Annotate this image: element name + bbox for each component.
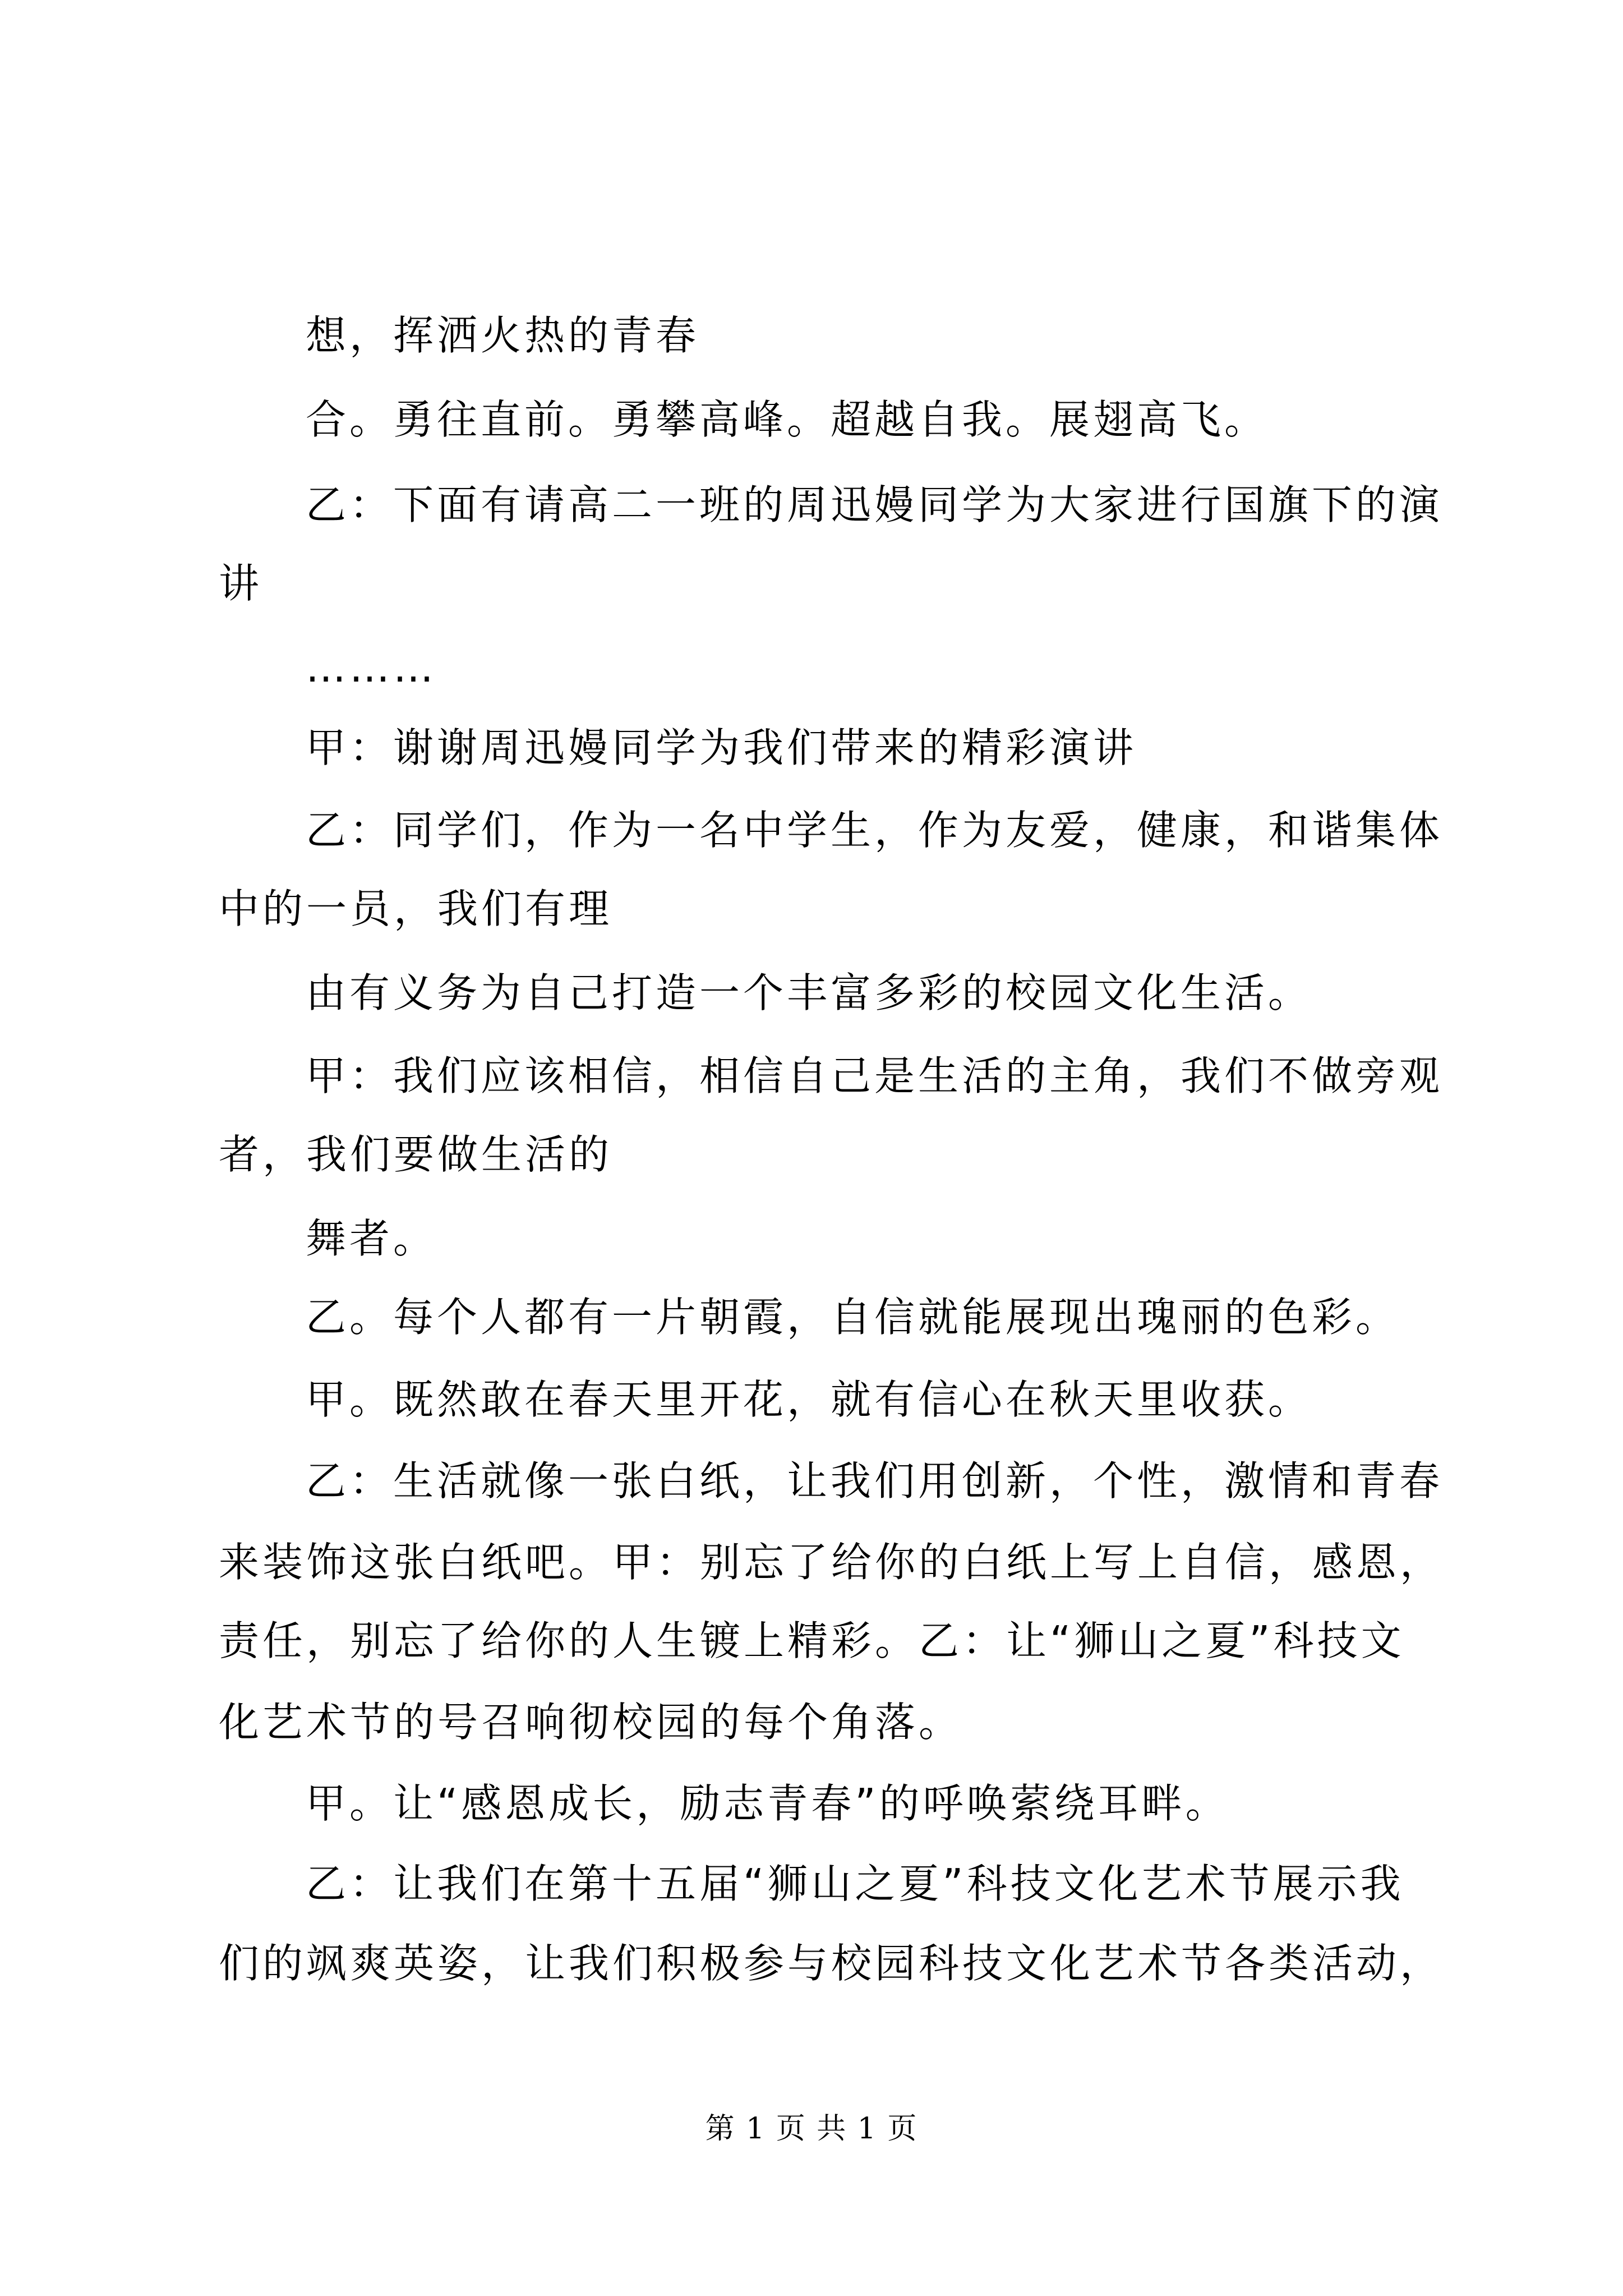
text-line: 甲：我们应该相信，相信自己是生活的主角，我们不做旁观 [306,1052,1444,1099]
text-line: 责任，别忘了给你的人生镀上精彩。乙：让“狮山之夏”科技文 [219,1617,1405,1664]
text-line: 甲。既然敢在春天里开花，就有信心在秋天里收获。 [306,1376,1312,1423]
text-line: 中的一员，我们有理 [219,885,613,932]
text-line: 由有义务为自己打造一个丰富多彩的校园文化生活。 [306,969,1312,1016]
text-line: 来装饰这张白纸吧。甲：别忘了给你的白纸上写上自信，感恩， [219,1539,1444,1586]
text-line: 乙：下面有请高二一班的周迅嫚同学为大家进行国旗下的演 [306,481,1444,528]
text-line: 甲。让“感恩成长，励志青春”的呼唤萦绕耳畔。 [306,1780,1229,1827]
text-line: 想，挥洒火热的青春 [306,312,700,359]
text-line: 乙。每个人都有一片朝霞，自信就能展现出瑰丽的色彩。 [306,1294,1400,1341]
text-line: 甲：谢谢周迅嫚同学为我们带来的精彩演讲 [306,724,1137,771]
text-line: 者，我们要做生活的 [219,1131,613,1178]
page-number-footer: 第 1 页 共 1 页 [705,2112,918,2146]
text-line: 们的飒爽英姿，让我们积极参与校园科技文化艺术节各类活动， [219,1940,1444,1987]
text-line: 乙：让我们在第十五届“狮山之夏”科技文化艺术节展示我 [306,1860,1404,1907]
text-line: 化艺术节的号召响彻校园的每个角落。 [219,1699,963,1746]
text-line: 乙：同学们，作为一名中学生，作为友爱，健康，和谐集体 [306,807,1444,854]
text-line: 乙：生活就像一张白纸，让我们用创新，个性，激情和青春 [306,1457,1444,1504]
text-line: 讲 [219,560,263,607]
text-line: 合。勇往直前。勇攀高峰。超越自我。展翅高飞。 [306,396,1269,443]
text-line: 舞者。 [306,1215,437,1262]
text-line: ……… [306,644,437,691]
